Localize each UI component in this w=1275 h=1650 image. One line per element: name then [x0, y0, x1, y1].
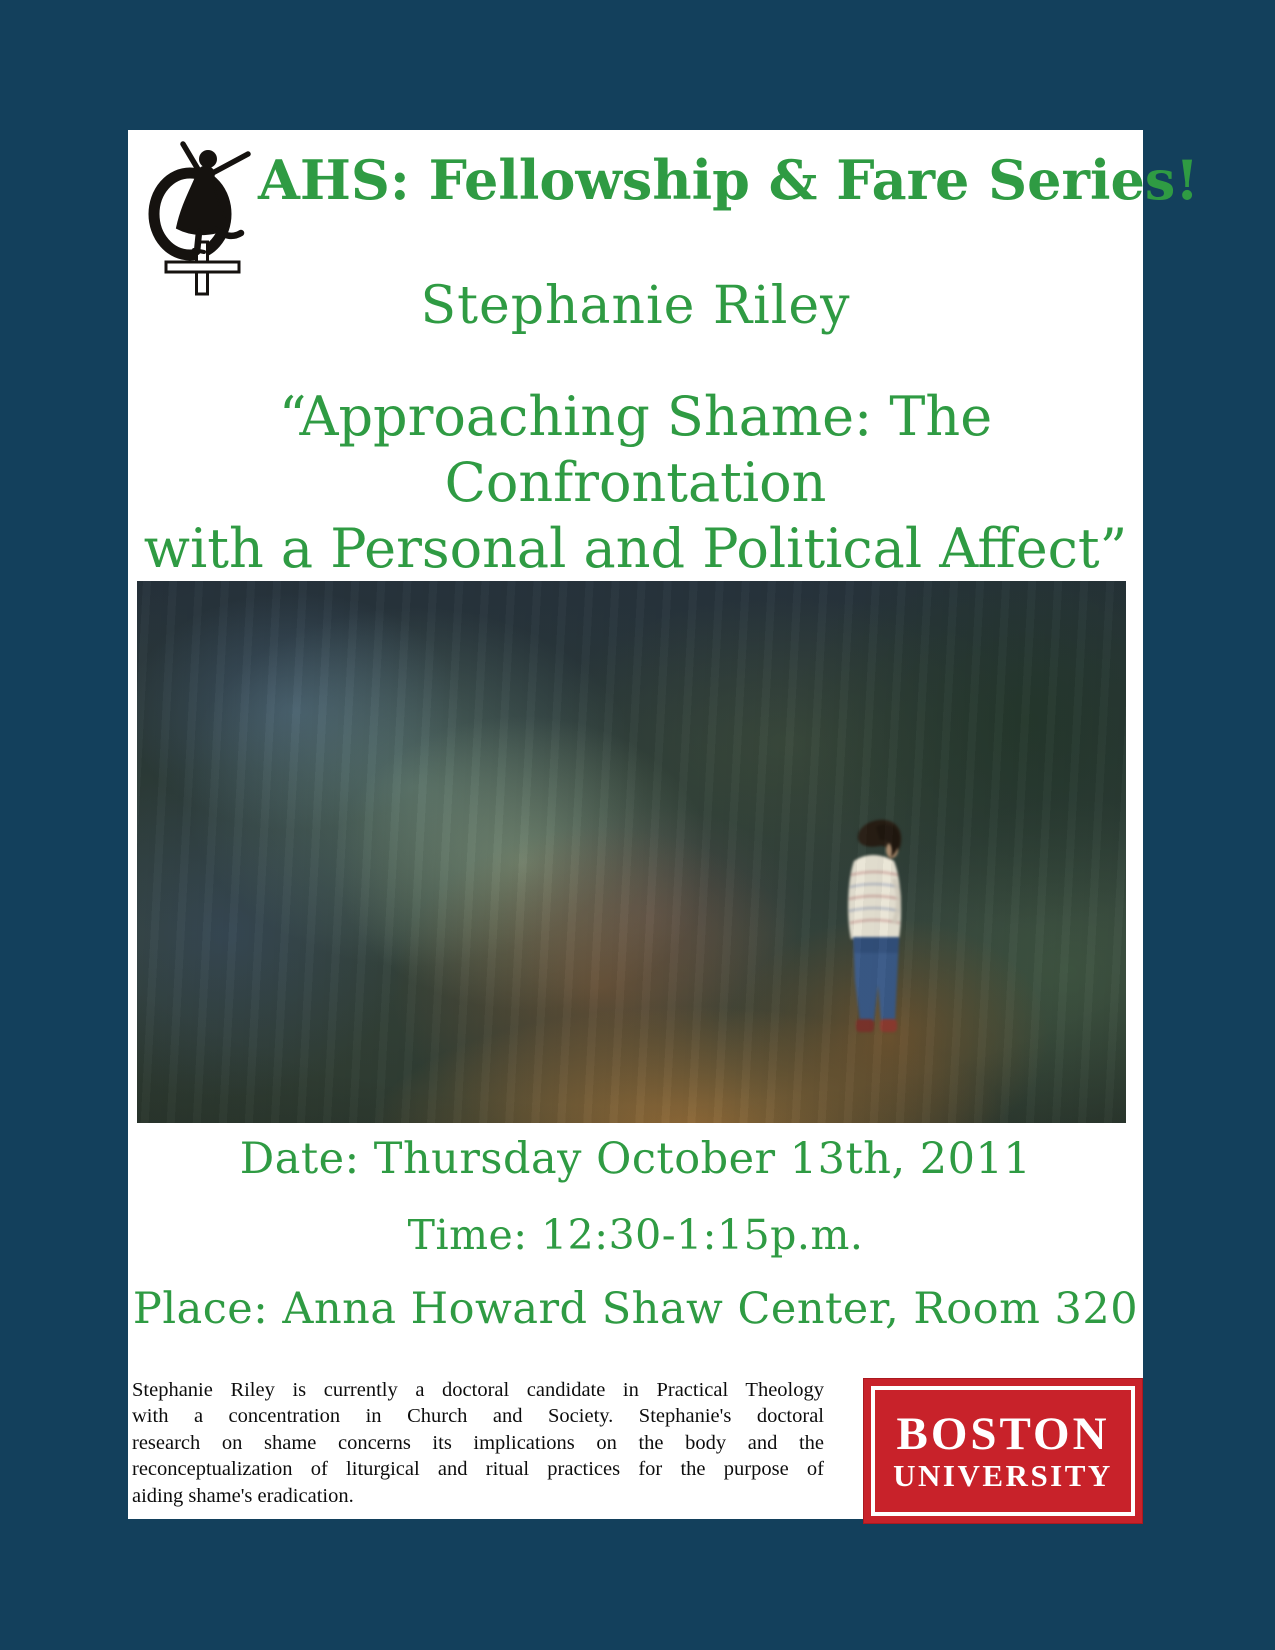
bio-line: with a concentration in Church and Society. Stephanie's doctoral [132, 1405, 824, 1428]
bu-logo-line1: BOSTON [896, 1408, 1110, 1460]
talk-title-line1: “Approaching Shame: The Confrontation [278, 385, 993, 514]
event-time: Time: 12:30-1:15p.m. [407, 1211, 864, 1259]
series-title: AHS: Fellowship & Fare Series! [258, 148, 1199, 212]
event-place: Place: Anna Howard Shaw Center, Room 320 [132, 1284, 1139, 1334]
speaker-name: Stephanie Riley [420, 276, 851, 336]
bio-line: Stephanie Riley is currently a doctoral candidate in Practical Theology [132, 1379, 824, 1401]
bu-logo-line2: UNIVERSITY [893, 1458, 1113, 1493]
event-date: Date: Thursday October 13th, 2011 [239, 1134, 1032, 1184]
poster-panel [128, 130, 1199, 1519]
ahs-dancer-cross-logo [142, 138, 266, 296]
speaker-bio [132, 1377, 824, 1509]
bio-line: research on shame concerns its implications on the body and the [132, 1431, 824, 1454]
bio-line: reconceptualization of liturgical and ritual practices for the purpose of [132, 1458, 824, 1481]
bio-line: aiding shame's eradication. [132, 1484, 354, 1507]
boston-university-logo [863, 1378, 1143, 1524]
talk-title [128, 384, 1143, 582]
shame-painting [137, 581, 1126, 1123]
boy-figure [842, 813, 912, 1045]
bu-logo-inner-border [871, 1386, 1135, 1516]
talk-title-line2: with a Personal and Political Affect” [143, 516, 1128, 580]
